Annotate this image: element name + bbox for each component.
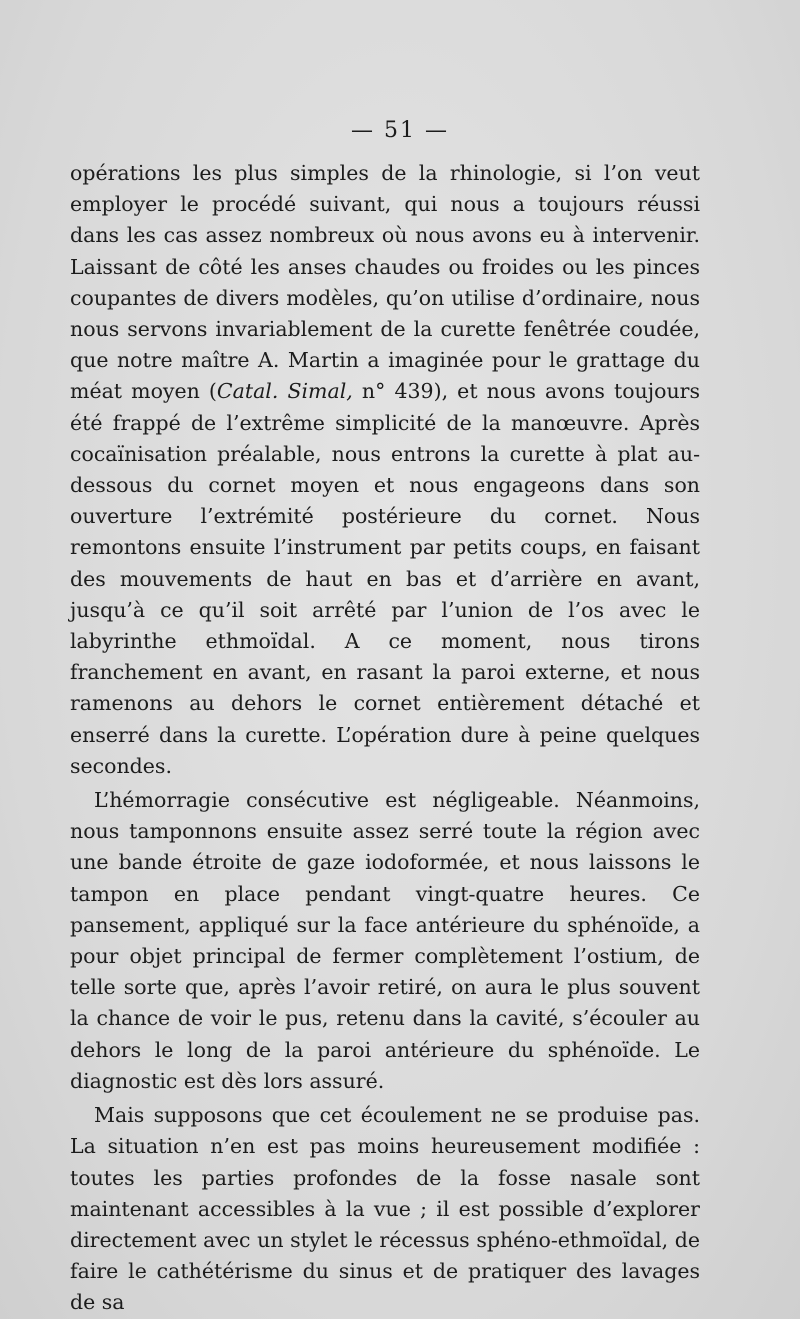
paragraph-1 — [70, 158, 700, 782]
paragraph-2: L’hémorragie consécutive est négligeable. Néanmoins, nous tamponnons ensuite assez serré toute la région avec une bande étroite de gaze iodoformée, et nous laissons le tampon en place pendant vingt-quatre heures. Ce pansement, appliqué sur la face antérieure du sphénoïde, a pour objet principal de fermer complètement l’ostium, de telle sorte que, après l’avoir retiré, on aura le plus souvent la chance de voir le pus, retenu dans la cavité, s’écouler au dehors le long de la paroi antérieure du sphénoïde. Le diagnostic est dès lors assuré. — [70, 788, 700, 1093]
paragraph-3: Mais supposons que cet écoulement ne se produise pas. La situation n’en est pas moins heureusement modifiée : toutes les parties profondes de la fosse nasale sont maintenant accessibles à la vue ; il est possible d’explorer directement avec un stylet le récessus sphéno-ethmoïdal, de faire le cathétérisme du sinus et de pratiquer des lavages de sa — [70, 1103, 700, 1315]
paragraph-1-end: n° 439), et nous avons toujours été frappé de l’extrême simplicité de la manœuvre. Après cocaïnisation préalable, nous entrons la curette à plat au-dessous du cornet moyen et nous engageons dans son ouverture l’extrémité postérieure du cornet. Nous remontons ensuite l’instrument par petits coups, en faisant des mouvements de haut en bas et d’arrière en avant, jusqu’à ce qu’il soit arrêté par l’union de l’os avec le labyrinthe ethmoïdal. A ce moment, nous tirons franchement en avant, en rasant la paroi externe, et nous ramenons au dehors le cornet entièrement détaché et enserré dans la curette. L’opération dure à peine quelques secondes. — [70, 379, 700, 778]
paragraph-1-start: opérations les plus simples de la rhinologie, si l’on veut employer le procédé suivant, qui nous a toujours réussi dans les cas assez nombreux où nous avons eu à intervenir. Laissant de côté les anses chaudes ou froides ou les pinces coupantes de divers modèles, qu’on utilise d’ordinaire, nous nous servons invariablement de la curette fenêtrée coudée, que notre maître A. Martin a imaginée pour le grattage du méat moyen ( — [70, 161, 700, 404]
page-number: — 51 — — [351, 118, 449, 143]
body-text — [70, 158, 700, 1319]
catalog-reference: Catal. Simal, — [216, 379, 353, 404]
